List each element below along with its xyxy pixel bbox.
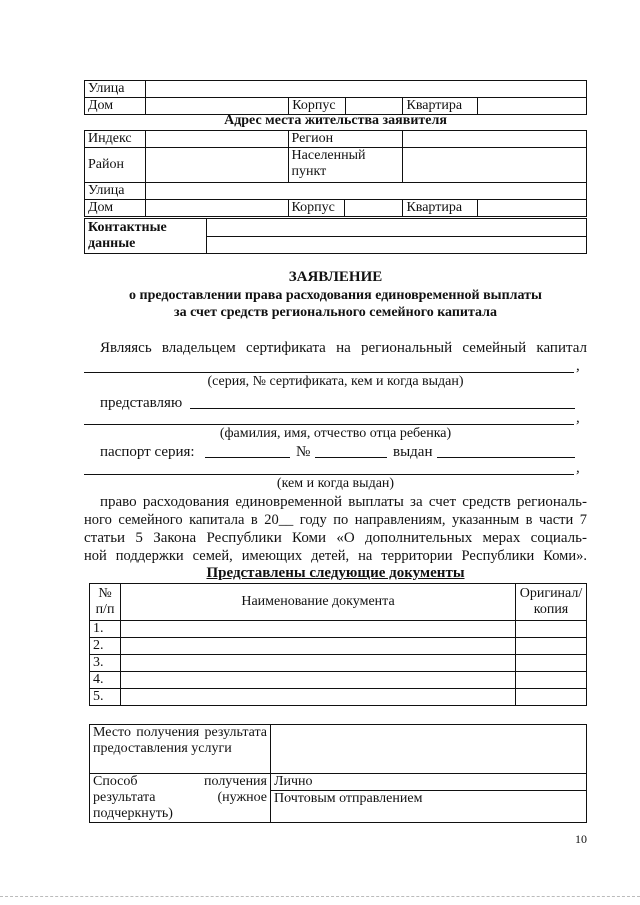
docs-heading: Представлены следующие документы bbox=[206, 565, 465, 581]
documents-table bbox=[89, 583, 587, 706]
col-original-header: Оригинал/ копия bbox=[516, 584, 587, 621]
row-number: 1. bbox=[90, 621, 121, 638]
building-field-2[interactable] bbox=[345, 200, 403, 217]
row-number: 4. bbox=[90, 672, 121, 689]
doc-original-cell[interactable] bbox=[516, 689, 587, 706]
passport-number-line[interactable] bbox=[315, 457, 387, 458]
col-number-header: № п/п bbox=[90, 584, 121, 621]
comma-1: , bbox=[576, 358, 580, 374]
passport-issued-line-2[interactable] bbox=[84, 474, 574, 475]
address-table-top bbox=[84, 80, 587, 115]
table-row bbox=[90, 655, 587, 672]
option-personal[interactable]: Лично bbox=[271, 774, 587, 791]
represent-line-2[interactable] bbox=[84, 424, 574, 425]
apartment-label-2: Квартира bbox=[403, 200, 478, 217]
passport-series-line[interactable] bbox=[205, 457, 290, 458]
certificate-line[interactable] bbox=[84, 372, 574, 373]
contacts-field-1[interactable] bbox=[207, 219, 587, 237]
table-row bbox=[90, 689, 587, 706]
region-label: Регион bbox=[288, 131, 403, 148]
right-text-line-3: статьи 5 Закона Республики Коми «О дополнительных мерах социаль- bbox=[84, 530, 587, 546]
option-mail[interactable]: Почтовым отправлением bbox=[271, 791, 587, 823]
right-text-line-1: право расходования единовременной выплаты за счет средств региональ- bbox=[100, 494, 587, 510]
index-field[interactable] bbox=[145, 131, 288, 148]
doc-name-cell[interactable] bbox=[121, 655, 516, 672]
house-field[interactable] bbox=[146, 98, 289, 115]
hint-certificate: (серия, № сертификата, кем и когда выдан) bbox=[207, 374, 464, 389]
house-label: Дом bbox=[85, 98, 146, 115]
apartment-label: Квартира bbox=[403, 98, 478, 115]
bottom-divider bbox=[0, 896, 640, 897]
passport-issued-line[interactable] bbox=[437, 457, 575, 458]
place-field[interactable] bbox=[271, 725, 587, 774]
row-number: 5. bbox=[90, 689, 121, 706]
contacts-label: Контактные данные bbox=[85, 219, 207, 254]
street-label-2: Улица bbox=[85, 183, 146, 200]
address-table-bottom bbox=[84, 130, 587, 217]
apartment-field[interactable] bbox=[478, 98, 587, 115]
doc-name-cell[interactable] bbox=[121, 638, 516, 655]
district-label: Район bbox=[85, 148, 146, 183]
region-field[interactable] bbox=[403, 131, 587, 148]
apartment-field-2[interactable] bbox=[478, 200, 587, 217]
settlement-label: Населенный пункт bbox=[288, 148, 403, 183]
represent-line-1[interactable] bbox=[190, 408, 575, 409]
index-label: Индекс bbox=[85, 131, 146, 148]
doc-original-cell[interactable] bbox=[516, 672, 587, 689]
house-label-2: Дом bbox=[85, 200, 146, 217]
hint-issued: (кем и когда выдан) bbox=[276, 476, 395, 491]
intro-text: Являясь владельцем сертификата на региональный семейный капитал bbox=[100, 340, 587, 356]
building-label: Корпус bbox=[289, 98, 346, 115]
doc-original-cell[interactable] bbox=[516, 655, 587, 672]
building-label-2: Корпус bbox=[288, 200, 345, 217]
result-table bbox=[89, 724, 587, 823]
passport-issued-label: выдан bbox=[393, 444, 433, 460]
contacts-table bbox=[84, 218, 587, 254]
document-subtitle-1: о предоставлении права расходования единовременной выплаты bbox=[129, 288, 542, 303]
house-field-2[interactable] bbox=[145, 200, 288, 217]
row-number: 2. bbox=[90, 638, 121, 655]
street-field-2[interactable] bbox=[145, 183, 586, 200]
represent-label: представляю bbox=[100, 395, 183, 411]
document-subtitle-2: за счет средств регионального семейного капитала bbox=[173, 305, 498, 320]
table-row bbox=[90, 621, 587, 638]
col-name-header: Наименование документа bbox=[121, 584, 516, 621]
hint-name: (фамилия, имя, отчество отца ребенка) bbox=[219, 426, 452, 441]
comma-2: , bbox=[576, 410, 580, 426]
street-field[interactable] bbox=[146, 81, 587, 98]
doc-original-cell[interactable] bbox=[516, 621, 587, 638]
building-field[interactable] bbox=[346, 98, 403, 115]
contacts-field-2[interactable] bbox=[207, 236, 587, 254]
doc-name-cell[interactable] bbox=[121, 689, 516, 706]
district-field[interactable] bbox=[145, 148, 288, 183]
settlement-field[interactable] bbox=[403, 148, 587, 183]
doc-name-cell[interactable] bbox=[121, 672, 516, 689]
document-title: ЗАЯВЛЕНИЕ bbox=[288, 269, 383, 285]
street-label: Улица bbox=[85, 81, 146, 98]
address-heading: Адрес места жительства заявителя bbox=[224, 113, 447, 128]
right-text-line-2: ного семейного капитала в 20__ году по направлениям, указанным в части 7 bbox=[84, 512, 587, 528]
right-text-line-4: ной поддержки семей, имеющих детей, на территории Республики Коми». bbox=[84, 548, 587, 564]
place-label: Место получения результата предоставления услуги bbox=[90, 725, 271, 774]
comma-3: , bbox=[576, 460, 580, 476]
row-number: 3. bbox=[90, 655, 121, 672]
page-number: 10 bbox=[575, 832, 587, 846]
table-row bbox=[90, 638, 587, 655]
table-row bbox=[90, 672, 587, 689]
passport-number-label: № bbox=[296, 444, 311, 460]
doc-name-cell[interactable] bbox=[121, 621, 516, 638]
method-label: Способ получения результата (нужное подчеркнуть) bbox=[90, 774, 271, 823]
passport-series-label: паспорт серия: bbox=[100, 444, 195, 460]
doc-original-cell[interactable] bbox=[516, 638, 587, 655]
